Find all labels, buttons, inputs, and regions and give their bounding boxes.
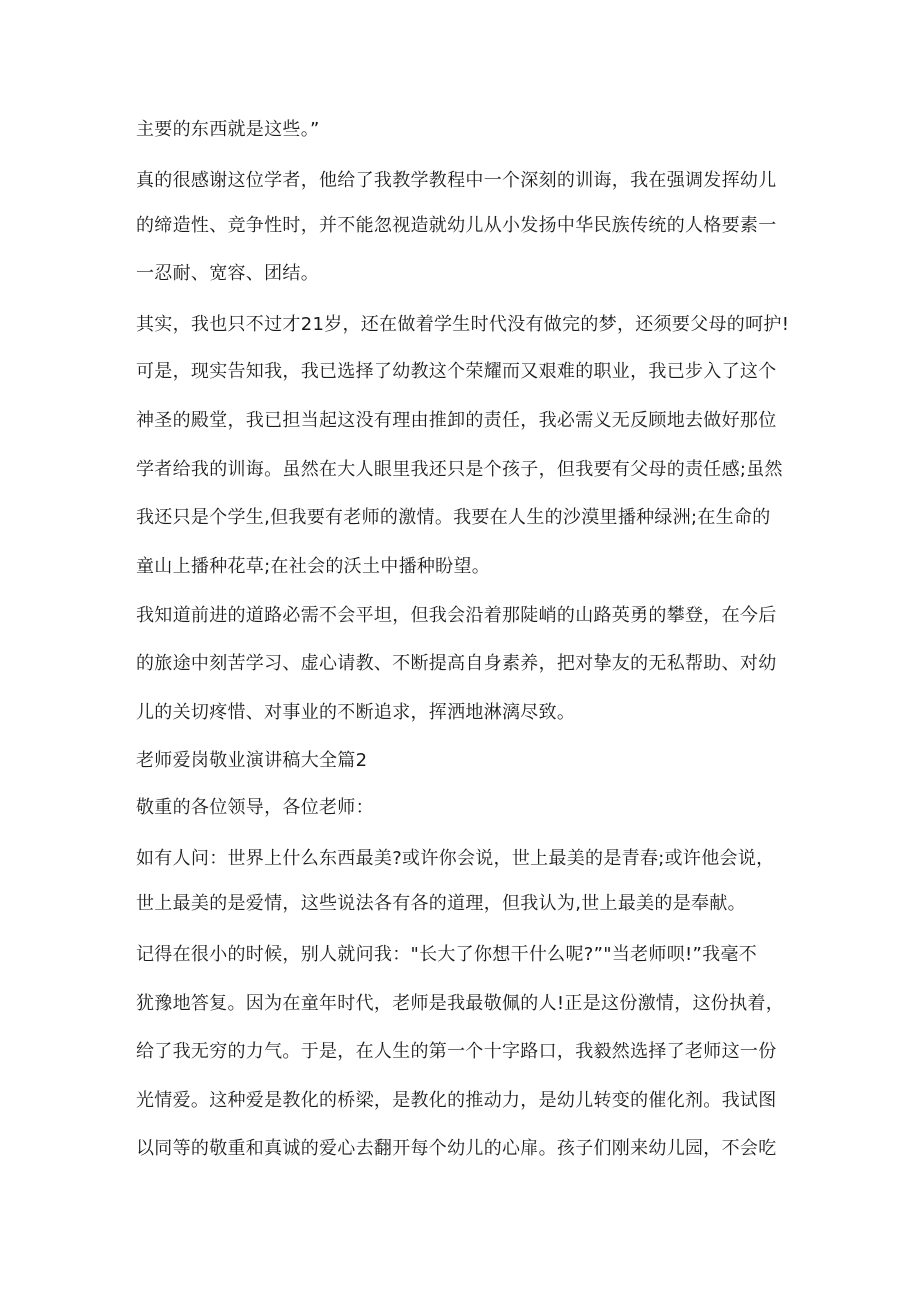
text-line: 神圣的殿堂，我已担当起这没有理由推卸的责任，我必需义无反顾地去做好那位 [136, 410, 777, 431]
text-line: 以同等的敬重和真诚的爱心去翻开每个幼儿的心扉。孩子们刚来幼儿园，不会吃 [136, 1138, 777, 1159]
text-line: 敬重的各位领导，各位老师： [136, 797, 374, 818]
section-heading: 老师爱岗敬业演讲稿大全篇2 [136, 750, 368, 771]
text-line: 童山上播种花草;在社会的沃土中播种盼望。 [136, 556, 491, 577]
text-line: 其实，我也只不过才21岁，还在做着学生时代没有做完的梦，还须要父母的呵护! [136, 314, 790, 335]
text-line: 学者给我的训诲。虽然在大人眼里我还只是个孩子，但我要有父母的责任感;虽然 [136, 459, 783, 480]
text-line: 世上最美的是爱情，这些说法各有各的道理，但我认为,世上最美的是奉献。 [136, 893, 746, 914]
text-line: 的旅途中刻苦学习、虚心请教、不断提高自身素养，把对挚友的无私帮助、对幼 [136, 653, 777, 674]
text-line: 主要的东西就是这些。” [136, 119, 320, 140]
text-line: 犹豫地答复。因为在童年时代，老师是我最敬佩的人!正是这份激情，这份执着， [136, 993, 785, 1014]
text-line: 我还只是个学生,但我要有老师的激情。我要在人生的沙漠里播种绿洲;在生命的 [136, 507, 771, 528]
text-line: 一忍耐、宽容、团结。 [136, 263, 319, 284]
text-line: 记得在很小的时候，别人就问我："长大了你想干什么呢?”"当老师呗!”我毫不 [136, 944, 758, 965]
text-line: 真的很感谢这位学者，他给了我教学教程中一个深刻的训诲，我在强调发挥幼儿 [136, 170, 777, 191]
text-line: 可是，现实告知我，我已选择了幼教这个荣耀而又艰难的职业，我已步入了这个 [136, 361, 777, 382]
text-line: 的缔造性、竞争性时，并不能忽视造就幼儿从小发扬中华民族传统的人格要素一 [136, 215, 777, 236]
text-line: 儿的关切疼惜、对事业的不断追求，挥洒地淋漓尽致。 [136, 702, 576, 723]
text-line: 光情爱。这种爱是教化的桥梁，是教化的推动力，是幼儿转变的催化剂。我试图 [136, 1090, 777, 1111]
text-line: 给了我无穷的力气。于是，在人生的第一个十字路口，我毅然选择了老师这一份 [136, 1041, 777, 1062]
text-line: 我知道前进的道路必需不会平坦，但我会沿着那陡峭的山路英勇的攀登，在今后 [136, 605, 777, 626]
text-line: 如有人问：世界上什么东西最美?或许你会说，世上最美的是青春;或许他会说， [136, 848, 775, 869]
